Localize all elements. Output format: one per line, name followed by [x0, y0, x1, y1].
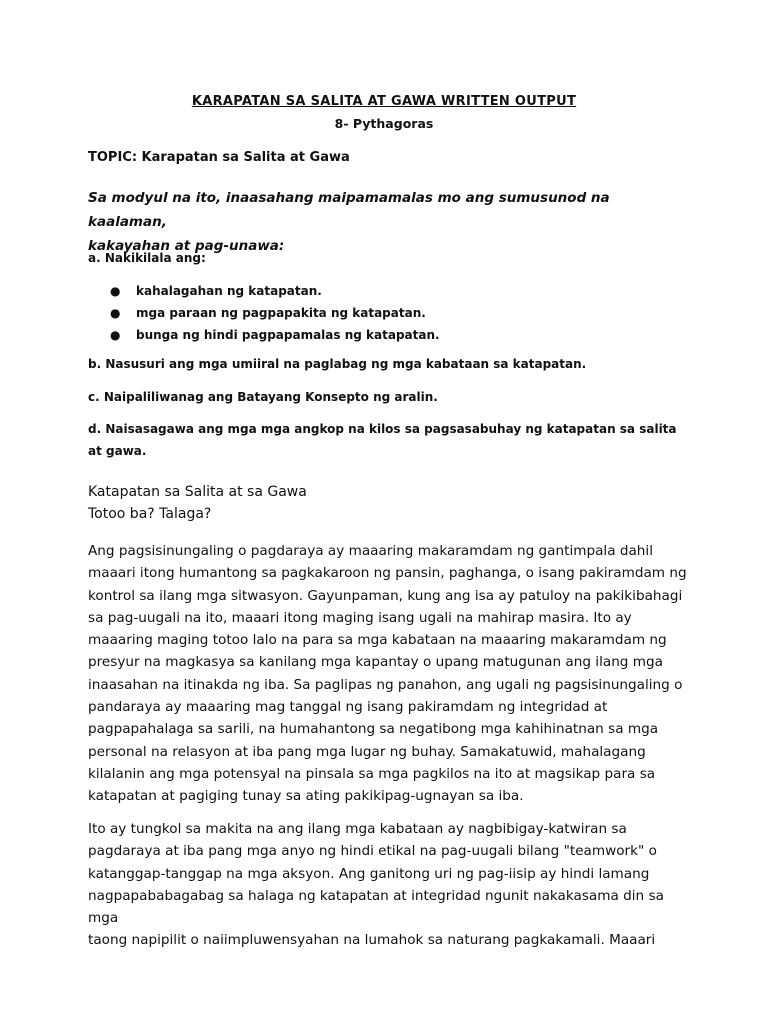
text-line: kilalanin ang mga potensyal na pinsala sa mga pagkilos na ito at magsikap para sa	[88, 765, 656, 782]
section-heading	[88, 481, 307, 525]
objective-b: b. Nasusuri ang mga umiiral na paglabag ng mga kabataan sa katapatan.	[88, 357, 587, 371]
objective-d	[88, 418, 688, 462]
bullet-icon: ●	[110, 306, 121, 320]
text-line: sa pag-uugali na ito, maaari itong maging isang ugali na mahirap masira. Ito ay	[88, 609, 632, 626]
text-line: pandaraya ay maaaring mag tanggal ng isang pakiramdam ng integridad at	[88, 699, 608, 716]
heading-line-2: Totoo ba? Talaga?	[88, 506, 212, 522]
text-line: Ito ay tungkol sa makita na ang ilang mga kabataan ay nagbibigay-katwiran sa	[88, 821, 627, 837]
objective-d-line-2: at gawa.	[88, 444, 147, 458]
bullet-icon: ●	[110, 328, 121, 342]
list-item	[110, 280, 440, 302]
list-item-text: mga paraan ng pagpapakita ng katapatan.	[136, 306, 426, 320]
text-line: kontrol sa ilang mga sitwasyon. Gayunpaman, kung ang isa ay patuloy na pakikibahagi	[88, 587, 683, 604]
objective-a-list	[110, 280, 440, 346]
list-item-text: bunga ng hindi pagpapamalas ng katapatan.	[136, 328, 440, 342]
paragraph-1	[88, 540, 688, 808]
text-line: inaasahan na itinakda ng iba. Sa paglipas ng panahon, ang ugali ng pagsisinungaling o	[88, 676, 683, 693]
text-line: presyur na magkasya sa kanilang mga kapantay o upang matugunan ang ilang mga	[88, 654, 663, 671]
intro-line-2: kakayahan at pag-unawa:	[88, 238, 285, 254]
text-line: personal na relasyon at iba pang mga lugar ng buhay. Samakatuwid, mahalagang	[88, 743, 646, 760]
document-title: KARAPATAN SA SALITA AT GAWA WRITTEN OUTPUT	[191, 94, 577, 109]
text-line: Ang pagsisinungaling o pagdaraya ay maaaring makaramdam ng gantimpala dahil	[88, 543, 653, 559]
text-line: maaari itong humantong sa pagkakaroon ng pansin, paghanga, o isang pakiramdam ng	[88, 565, 687, 582]
bullet-icon: ●	[110, 284, 121, 298]
text-line: nagpapababagabag sa halaga ng katapatan at integridad ngunit nakakasama din sa mga	[88, 887, 664, 927]
text-line: taong napipilit o naiimpluwensyahan na lumahok sa naturang pagkakamali. Maaari	[88, 932, 656, 949]
text-line: maaaring maging totoo lalo na para sa mga kabataan na maaaring makaramdam ng	[88, 632, 667, 649]
list-item	[110, 302, 440, 324]
objective-a: a. Nakikilala ang:	[88, 251, 206, 265]
text-line: katanggap-tanggap na mga aksyon. Ang ganitong uri ng pag-iisip ay hindi lamang	[88, 865, 650, 882]
intro-line-1: Sa modyul na ito, inaasahang maipamamalas mo ang sumusunod na kaalaman,	[88, 190, 610, 230]
objective-c: c. Naipaliliwanag ang Batayang Konsepto ng aralin.	[88, 390, 438, 404]
list-item-text: kahalagahan ng katapatan.	[136, 284, 322, 298]
text-line: pagpapahalaga sa sarili, na humahantong sa negatibong mga kahihinatnan sa mga	[88, 721, 659, 738]
objective-d-line-1: d. Naisasagawa ang mga mga angkop na kilos sa pagsasabuhay ng katapatan sa salita	[88, 422, 677, 436]
section-label: 8- Pythagoras	[334, 116, 434, 131]
text-line: katapatan at pagiging tunay sa ating pakikipag-ugnayan sa iba.	[88, 788, 524, 805]
list-item	[110, 324, 440, 346]
topic-line: TOPIC: Karapatan sa Salita at Gawa	[88, 150, 350, 165]
text-line: pagdaraya at iba pang mga anyo ng hindi etikal na pag-uugali bilang "teamwork" o	[88, 843, 657, 860]
paragraph-2	[88, 818, 688, 952]
heading-line-1: Katapatan sa Salita at sa Gawa	[88, 484, 307, 500]
